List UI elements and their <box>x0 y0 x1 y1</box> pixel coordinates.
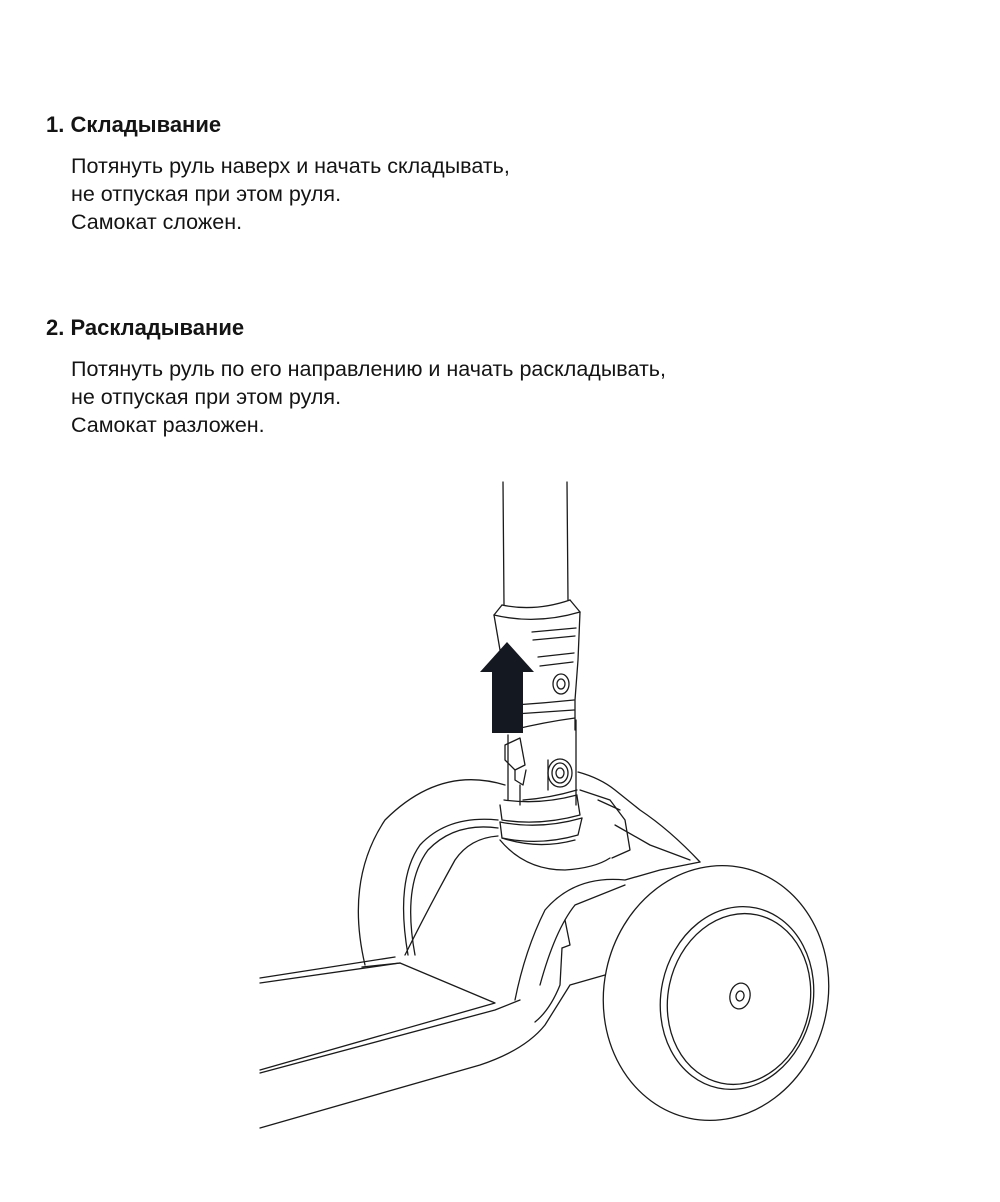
folding-section <box>46 110 946 236</box>
unfolding-instruction-line-2: не отпуская при этом руля. <box>71 385 342 409</box>
unfolding-instruction-line-1: Потянуть руль по его направлению и начать раскладывать, <box>71 357 666 381</box>
base-collar <box>500 795 582 845</box>
folding-instruction-line-3: Самокат сложен. <box>71 210 243 234</box>
unfolding-heading: 2. Раскладывание <box>46 315 245 340</box>
arrow-up-icon <box>480 642 534 733</box>
folding-instructions <box>71 152 946 236</box>
unfolding-section <box>46 313 946 439</box>
right-wheel <box>580 845 852 1142</box>
scooter-deck <box>260 948 605 1128</box>
folding-instruction-line-1: Потянуть руль наверх и начать складывать, <box>71 154 510 178</box>
scooter-front-body <box>405 772 700 1000</box>
folding-heading: 1. Складывание <box>46 112 222 137</box>
left-wheel <box>358 780 505 965</box>
steering-tube <box>503 482 568 605</box>
unfolding-instructions <box>71 355 946 439</box>
scooter-fold-illustration <box>0 470 1000 1170</box>
unfolding-instruction-line-3: Самокат разложен. <box>71 413 265 437</box>
folding-instruction-line-2: не отпуская при этом руля. <box>71 182 342 206</box>
